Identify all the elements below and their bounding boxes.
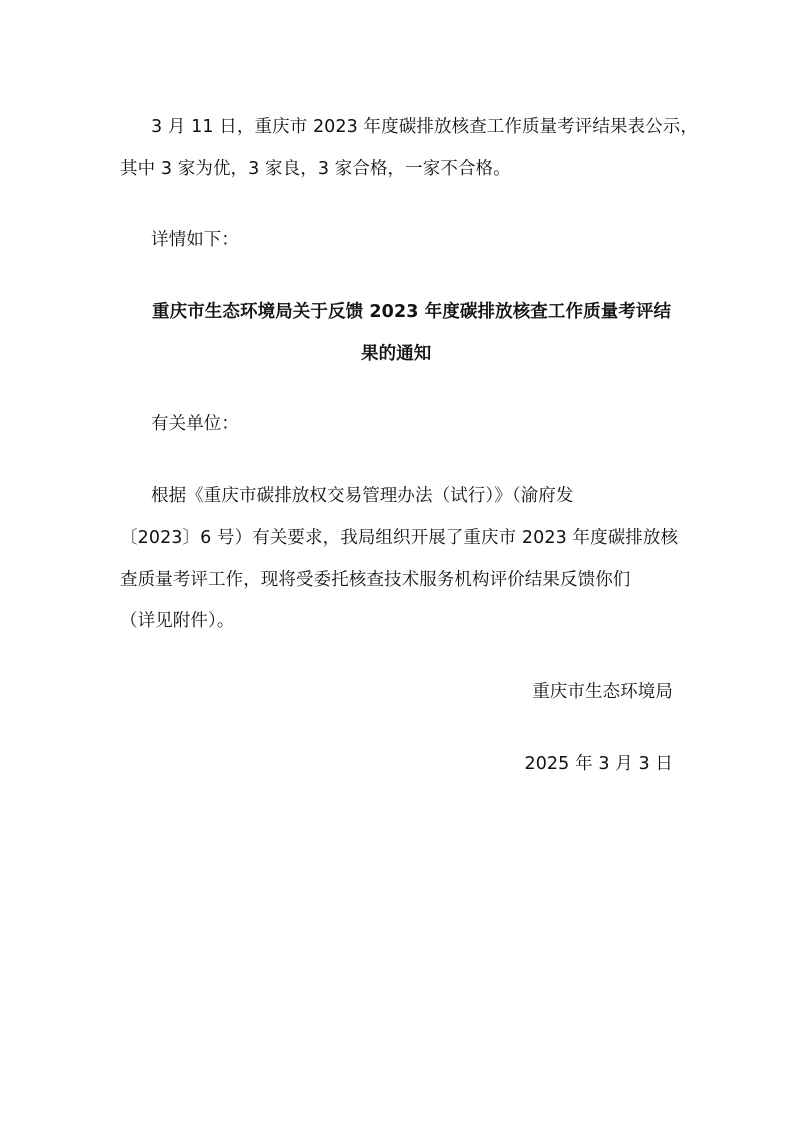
body-paragraph-line-1: 根据《重庆市碳排放权交易管理办法（试行）》（渝府发 — [151, 486, 574, 506]
intro-paragraph-line-2: 其中 3 家为优，3 家良，3 家合格，一家不合格。 — [120, 159, 511, 179]
body-paragraph-line-4: （详见附件）。 — [120, 611, 235, 631]
details-label: 详情如下： — [151, 230, 239, 250]
salutation: 有关单位： — [151, 414, 239, 434]
signature-date: 2025 年 3 月 3 日 — [524, 754, 673, 774]
body-paragraph-line-3: 查质量考评工作，现将受委托核查技术服务机构评价结果反馈你们 — [120, 570, 631, 590]
notice-title-line-1: 重庆市生态环境局关于反馈 2023 年度碳排放核查工作质量考评结 — [152, 302, 672, 322]
intro-paragraph-line-1: 3 月 11 日，重庆市 2023 年度碳排放核查工作质量考评结果表公示， — [151, 117, 698, 137]
body-paragraph-line-2: 〔2023〕6 号）有关要求，我局组织开展了重庆市 2023 年度碳排放核 — [120, 528, 679, 548]
notice-title-line-2: 果的通知 — [361, 344, 432, 364]
signature: 重庆市生态环境局 — [532, 682, 673, 702]
